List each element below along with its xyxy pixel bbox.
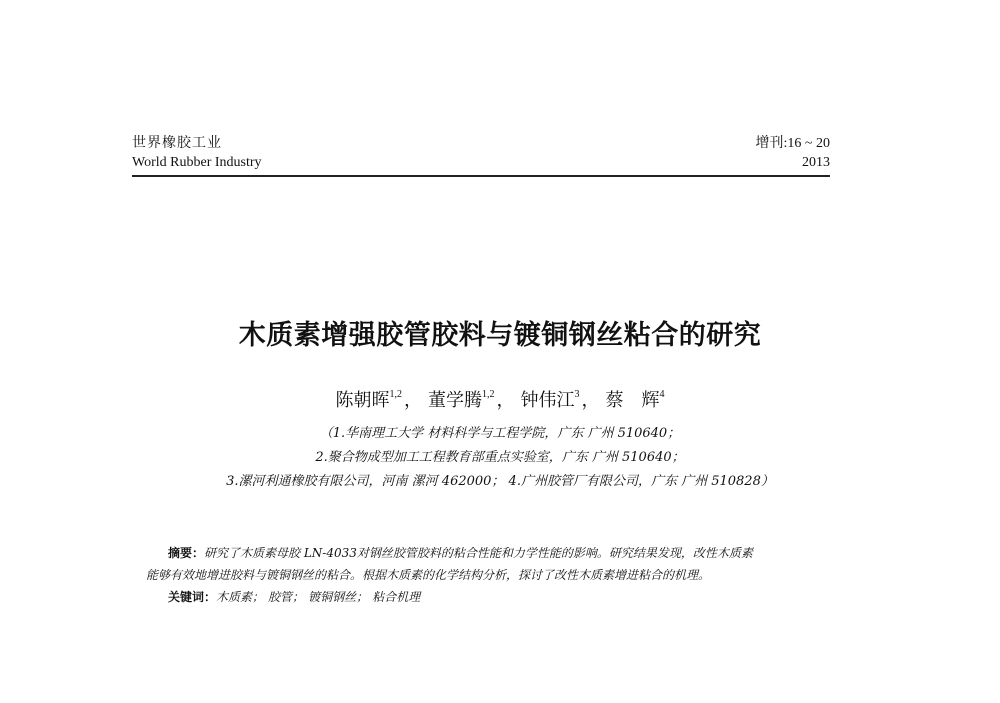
keyword: 镀铜钢丝 xyxy=(308,590,357,604)
keyword: 胶管 xyxy=(268,590,293,604)
author-affiliation-marker: 3 xyxy=(574,389,580,400)
author-affiliation-marker: 1,2 xyxy=(482,389,495,400)
author-affiliation-marker: 4 xyxy=(659,389,665,400)
header-row-bottom xyxy=(132,154,830,172)
paper-title: 木质素增强胶管胶料与镀铜钢丝粘合的研究 xyxy=(238,320,762,351)
author xyxy=(606,384,665,414)
author-name: 陈朝晖 xyxy=(335,390,390,411)
author-affiliation-marker: 1,2 xyxy=(389,389,402,400)
issue-pages: 增刊:16 ~ 20 xyxy=(755,136,830,151)
author xyxy=(336,384,403,414)
keyword-separator: ； xyxy=(252,590,265,604)
author-separator: ， xyxy=(404,390,422,411)
keyword: 木质素 xyxy=(216,590,253,604)
author-name: 蔡 辉 xyxy=(605,390,660,411)
keyword-separator: ； xyxy=(356,590,369,604)
keyword: 粘合机理 xyxy=(372,590,421,604)
author-separator: ， xyxy=(581,390,600,411)
affiliation-list xyxy=(0,422,1000,494)
header-rule xyxy=(132,175,830,177)
author xyxy=(428,384,495,414)
author-name: 钟伟江 xyxy=(520,390,575,411)
author-name: 董学腾 xyxy=(428,390,482,411)
header-row-top xyxy=(132,133,830,154)
author-separator: ， xyxy=(496,390,515,411)
abstract-line xyxy=(146,542,836,564)
journal-name-chinese: 世界橡胶工业 xyxy=(132,135,222,151)
keywords-line xyxy=(146,586,836,608)
affiliation-line: 3.漯河利通橡胶有限公司，河南 漯河 462000； 4.广州胶管厂有限公司，广东 广州 510828） xyxy=(226,474,774,489)
journal-name-english: World Rubber Industry xyxy=(132,155,262,170)
abstract-text: 研究了木质素母胶 LN-4033对钢丝胶管胶料的粘合性能和力学性能的影响。研究结果发现，改性木质素 xyxy=(204,546,753,560)
affiliation-line: 2.聚合物成型加工工程教育部重点实验室，广东 广州 510640； xyxy=(315,450,685,465)
keyword-separator: ； xyxy=(292,590,305,604)
abstract-line: 能够有效地增进胶料与镀铜钢丝的粘合。根据木质素的化学结构分析，探讨了改性木质素增进粘合的机理。 xyxy=(146,568,711,582)
author xyxy=(521,384,580,414)
author-list xyxy=(0,384,1000,414)
abstract-block xyxy=(146,542,836,608)
abstract-label: 摘要： xyxy=(168,546,205,560)
publication-year: 2013 xyxy=(802,155,830,170)
running-header xyxy=(132,133,830,177)
affiliation-line: （1.华南理工大学 材料科学与工程学院，广东 广州 510640； xyxy=(319,426,681,441)
keywords-label: 关键词： xyxy=(168,590,217,604)
